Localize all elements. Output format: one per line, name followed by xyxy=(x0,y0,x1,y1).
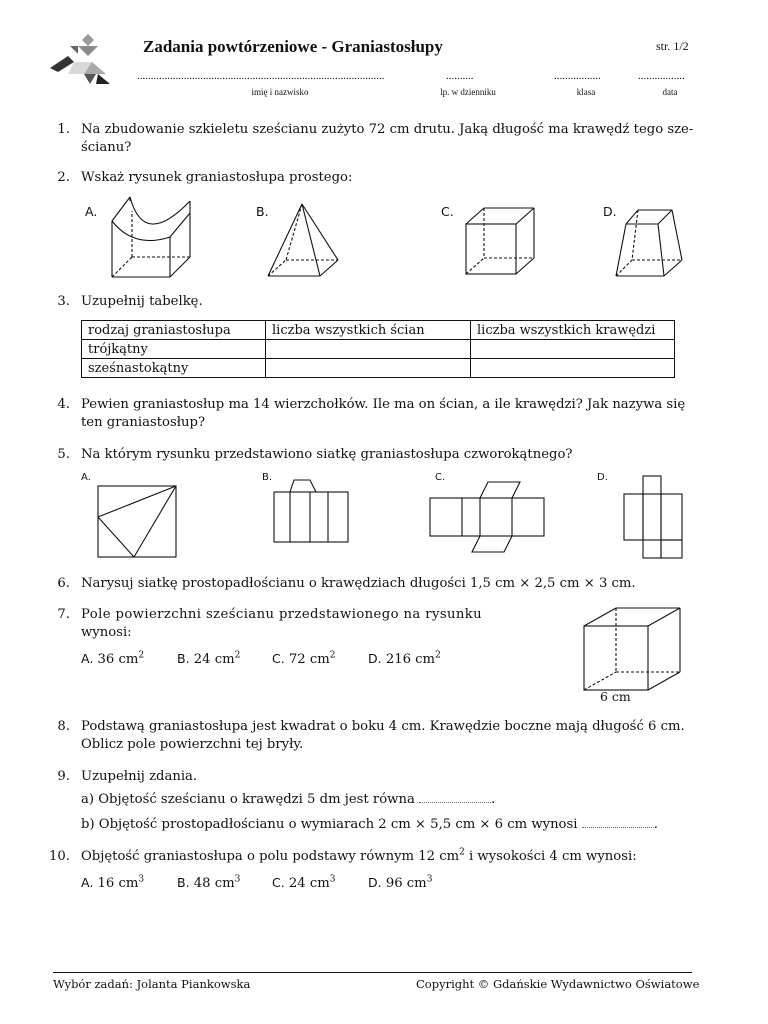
q4-number: 4. xyxy=(57,397,70,412)
table-row xyxy=(82,359,675,378)
option-value: 48 cm xyxy=(193,876,235,891)
q5-label-a: A. xyxy=(81,472,91,483)
q8-text-line2: Oblicz pole powierzchni tej bryły. xyxy=(81,737,304,752)
q2-label-d: D. xyxy=(603,204,617,219)
option-exponent: 2 xyxy=(435,650,441,661)
footer-divider xyxy=(53,972,692,973)
q2-figure-a xyxy=(100,193,200,283)
q10-text-exponent: 2 xyxy=(459,847,465,858)
q9-number: 9. xyxy=(57,769,70,784)
q1-number: 1. xyxy=(57,122,70,137)
footer-author: Wybór zadań: Jolanta Piankowska xyxy=(53,977,251,991)
q5-number: 5. xyxy=(57,447,70,462)
q2-label-a: A. xyxy=(85,204,98,219)
q9-a-text: a) Objętość sześcianu o krawędzi 5 dm jest równa xyxy=(81,792,415,807)
table-answer-cell[interactable] xyxy=(266,340,471,359)
q7-number: 7. xyxy=(57,607,70,622)
q2-label-b: B. xyxy=(256,204,269,219)
option-letter: B. xyxy=(177,875,190,890)
q9-text: Uzupełnij zdania. xyxy=(81,769,198,784)
publisher-logo xyxy=(48,32,114,88)
q7-option-a[interactable] xyxy=(81,650,144,669)
q3-text: Uzupełnij tabelkę. xyxy=(81,294,203,309)
q6-text: Narysuj siatkę prostopadłościanu o krawędziach długości 1,5 cm × 2,5 cm × 3 cm. xyxy=(81,576,636,591)
q3-number: 3. xyxy=(57,294,70,309)
q7-text-line1: Pole powierzchni sześcianu przedstawionego na rysunku xyxy=(81,607,483,622)
option-letter: B. xyxy=(177,651,190,666)
q7-option-d[interactable] xyxy=(368,650,441,669)
q8-number: 8. xyxy=(57,719,70,734)
q9-sentence-b xyxy=(81,816,658,834)
q9-a-answer-blank[interactable] xyxy=(419,802,491,803)
q10-option-a[interactable] xyxy=(81,874,144,893)
q2-text: Wskaż rysunek graniastosłupa prostego: xyxy=(81,170,353,185)
q7-option-c[interactable] xyxy=(272,650,336,669)
q9-b-end: . xyxy=(653,817,658,832)
option-exponent: 3 xyxy=(426,874,433,885)
table-cell: trójkątny xyxy=(82,340,266,359)
class-field-label: klasa xyxy=(576,87,596,97)
q2-figure-c xyxy=(462,202,542,278)
table-cell: sześnastokątny xyxy=(82,359,266,378)
q5-text: Na którym rysunku przedstawiono siatkę graniastosłupa czworokątnego? xyxy=(81,447,573,462)
table-answer-cell[interactable] xyxy=(471,359,675,378)
q9-b-answer-blank[interactable] xyxy=(582,827,654,828)
option-letter: A. xyxy=(81,651,94,666)
table-header-cell: liczba wszystkich ścian xyxy=(266,321,471,340)
q2-figure-b xyxy=(262,200,344,280)
q7-cube-figure xyxy=(580,606,684,692)
q9-b-text: b) Objętość prostopadłościanu o wymiarach 2 cm × 5,5 cm × 6 cm wynosi xyxy=(81,817,578,832)
q2-label-c: C. xyxy=(441,204,454,219)
number-field-label: lp. w dzienniku xyxy=(440,87,496,97)
q10-text-post: i wysokości 4 cm wynosi: xyxy=(464,849,637,864)
q10-text-pre: Objętość graniastosłupa o polu podstawy równym 12 cm xyxy=(81,849,460,864)
q5-label-c: C. xyxy=(435,472,446,483)
q7-cube-edge-label: 6 cm xyxy=(600,689,631,704)
option-letter: D. xyxy=(368,651,382,666)
option-value: 36 cm xyxy=(97,652,139,667)
q10-text xyxy=(81,848,637,866)
q5-net-b xyxy=(272,476,350,544)
q9-a-end: . xyxy=(491,792,496,807)
option-value: 216 cm xyxy=(385,652,436,667)
q10-option-d[interactable] xyxy=(368,874,432,893)
q5-net-c xyxy=(428,478,548,556)
q2-figure-d xyxy=(612,204,692,280)
option-value: 72 cm xyxy=(288,652,330,667)
q5-label-d: D. xyxy=(597,472,608,483)
q5-net-d xyxy=(622,474,684,560)
q8-text-line1: Podstawą graniastosłupa jest kwadrat o boku 4 cm. Krawędzie boczne mają długość 6 cm. xyxy=(81,719,685,734)
option-letter: A. xyxy=(81,875,94,890)
q7-text-line2: wynosi: xyxy=(81,625,132,640)
q10-option-b[interactable] xyxy=(177,874,240,893)
table-header-cell: liczba wszystkich krawędzi xyxy=(471,321,675,340)
q1-text-line2: ścianu? xyxy=(81,140,132,155)
option-exponent: 3 xyxy=(138,874,145,885)
option-exponent: 2 xyxy=(138,650,145,661)
option-letter: D. xyxy=(368,875,382,890)
q4-text-line2: ten graniastosłup? xyxy=(81,415,206,430)
table-row xyxy=(82,340,675,359)
option-exponent: 3 xyxy=(234,874,241,885)
option-value: 24 cm xyxy=(288,876,330,891)
number-field-line[interactable]: .......... xyxy=(446,70,474,82)
q5-net-a xyxy=(96,484,180,560)
q7-option-b[interactable] xyxy=(177,650,240,669)
option-letter: C. xyxy=(272,651,285,666)
option-value: 96 cm xyxy=(385,876,427,891)
name-field-label: imię i nazwisko xyxy=(251,87,309,97)
q4-text-line1: Pewien graniastosłup ma 14 wierzchołków. Ile ma on ścian, a ile krawędzi? Jak nazywa się xyxy=(81,397,686,412)
option-exponent: 2 xyxy=(234,650,241,661)
table-answer-cell[interactable] xyxy=(266,359,471,378)
option-letter: C. xyxy=(272,875,285,890)
q9-sentence-a xyxy=(81,791,495,809)
footer-copyright: Copyright © Gdańskie Wydawnictwo Oświatowe xyxy=(416,977,700,991)
option-value: 16 cm xyxy=(97,876,139,891)
table-header-cell: rodzaj graniastosłupa xyxy=(82,321,266,340)
name-field-line[interactable]: .......................................................................................... xyxy=(137,70,385,82)
q1-text-line1: Na zbudowanie szkieletu sześcianu zużyto 72 cm drutu. Jaką długość ma krawędź tego sze- xyxy=(81,122,694,137)
q10-number: 10. xyxy=(49,849,70,864)
q2-number: 2. xyxy=(57,170,70,185)
page-title: Zadania powtórzeniowe - Graniastosłupy xyxy=(143,37,443,56)
q5-label-b: B. xyxy=(262,472,273,483)
q6-number: 6. xyxy=(57,576,70,591)
q3-table xyxy=(81,320,675,378)
table-answer-cell[interactable] xyxy=(471,340,675,359)
option-exponent: 3 xyxy=(329,874,336,885)
option-exponent: 2 xyxy=(329,650,336,661)
date-field-line[interactable]: ................. xyxy=(638,70,685,82)
class-field-line[interactable]: ................. xyxy=(554,70,601,82)
table-header-row xyxy=(82,321,675,340)
page-number: str. 1/2 xyxy=(656,39,689,53)
date-field-label: data xyxy=(662,87,678,97)
q10-option-c[interactable] xyxy=(272,874,336,893)
option-value: 24 cm xyxy=(193,652,235,667)
